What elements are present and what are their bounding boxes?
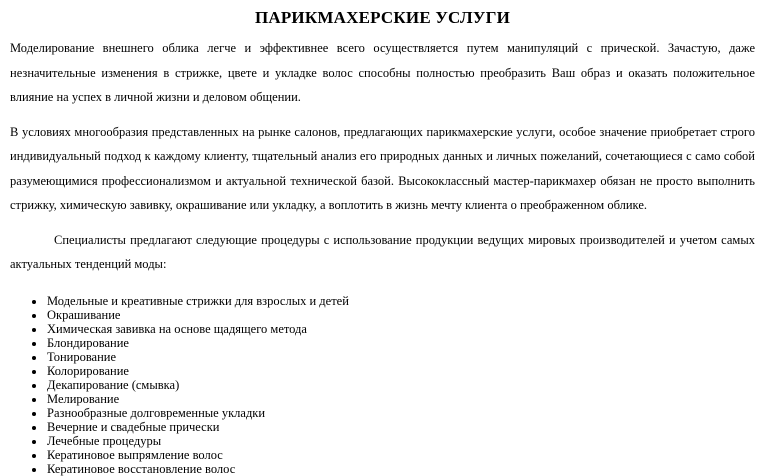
list-item-label: Кератиновое выпрямление волос bbox=[47, 447, 223, 462]
list-item bbox=[47, 448, 755, 462]
list-item-label: Лечебные процедуры bbox=[47, 433, 162, 448]
list-item bbox=[47, 434, 755, 448]
approach-paragraph: В условиях многообразия представленных на рынке салонов, предлагающих парикмахерские услуги, особое значение приобретает строго индивидуальный подход к каждому клиенту, тщательный анализ его природных данных и личных пожеланий, сочетающиеся с само собой разумеющимися профессионализмом и актуальной технической базой. Высококлассный мастер-парикмахер обязан не просто выполнить стрижку, химическую завивку, окрашивание или укладку, а воплотить в жизнь мечту клиента о преображенном облике. bbox=[10, 124, 755, 212]
bullet-icon bbox=[32, 398, 36, 402]
list-item bbox=[47, 378, 755, 392]
list-item-label: Декапирование (смывка) bbox=[47, 377, 180, 392]
bullet-icon bbox=[32, 370, 36, 374]
list-item-label: Разнообразные долговременные укладки bbox=[47, 405, 266, 420]
bullet-icon bbox=[32, 300, 36, 304]
list-item bbox=[47, 364, 755, 378]
list-item-label: Окрашивание bbox=[47, 307, 121, 322]
list-item-label: Колорирование bbox=[47, 363, 129, 378]
bullet-icon bbox=[32, 454, 36, 458]
bullet-icon bbox=[32, 468, 36, 472]
page-title: ПАРИКМАХЕРСКИЕ УСЛУГИ bbox=[254, 8, 511, 27]
bullet-icon bbox=[32, 426, 36, 430]
list-item-label: Блондирование bbox=[47, 335, 129, 350]
procedures-intro-paragraph: Специалисты предлагают следующие процедуры с использование продукции ведущих мировых производителей и учетом самых актуальных тенденций моды: bbox=[10, 232, 755, 271]
list-item bbox=[47, 336, 755, 350]
list-item-label: Кератиновое восстановление волос bbox=[47, 461, 236, 476]
list-item bbox=[47, 294, 755, 308]
list-item bbox=[47, 420, 755, 434]
list-item-label: Химическая завивка на основе щадящего метода bbox=[47, 321, 307, 336]
list-item-label: Мелирование bbox=[47, 391, 120, 406]
list-item bbox=[47, 350, 755, 364]
list-item bbox=[47, 392, 755, 406]
list-item-label: Тонирование bbox=[47, 349, 117, 364]
services-list bbox=[10, 294, 755, 476]
list-item-label: Вечерние и свадебные прически bbox=[47, 419, 220, 434]
bullet-icon bbox=[32, 384, 36, 388]
bullet-icon bbox=[32, 356, 36, 360]
list-item bbox=[47, 406, 755, 420]
bullet-icon bbox=[32, 342, 36, 346]
list-item bbox=[47, 462, 755, 476]
bullet-icon bbox=[32, 412, 36, 416]
list-item bbox=[47, 322, 755, 336]
list-item-label: Модельные и креативные стрижки для взрослых и детей bbox=[47, 293, 349, 308]
list-item bbox=[47, 308, 755, 322]
bullet-icon bbox=[32, 328, 36, 332]
intro-paragraph: Моделирование внешнего облика легче и эффективнее всего осуществляется путем манипуляций с прической. Зачастую, даже незначительные изменения в стрижке, цвете и укладке волос способны полностью преобразить Ваш образ и оказать положительное влияние на успех в личной жизни и деловом общении. bbox=[10, 41, 755, 104]
bullet-icon bbox=[32, 440, 36, 444]
bullet-icon bbox=[32, 314, 36, 318]
